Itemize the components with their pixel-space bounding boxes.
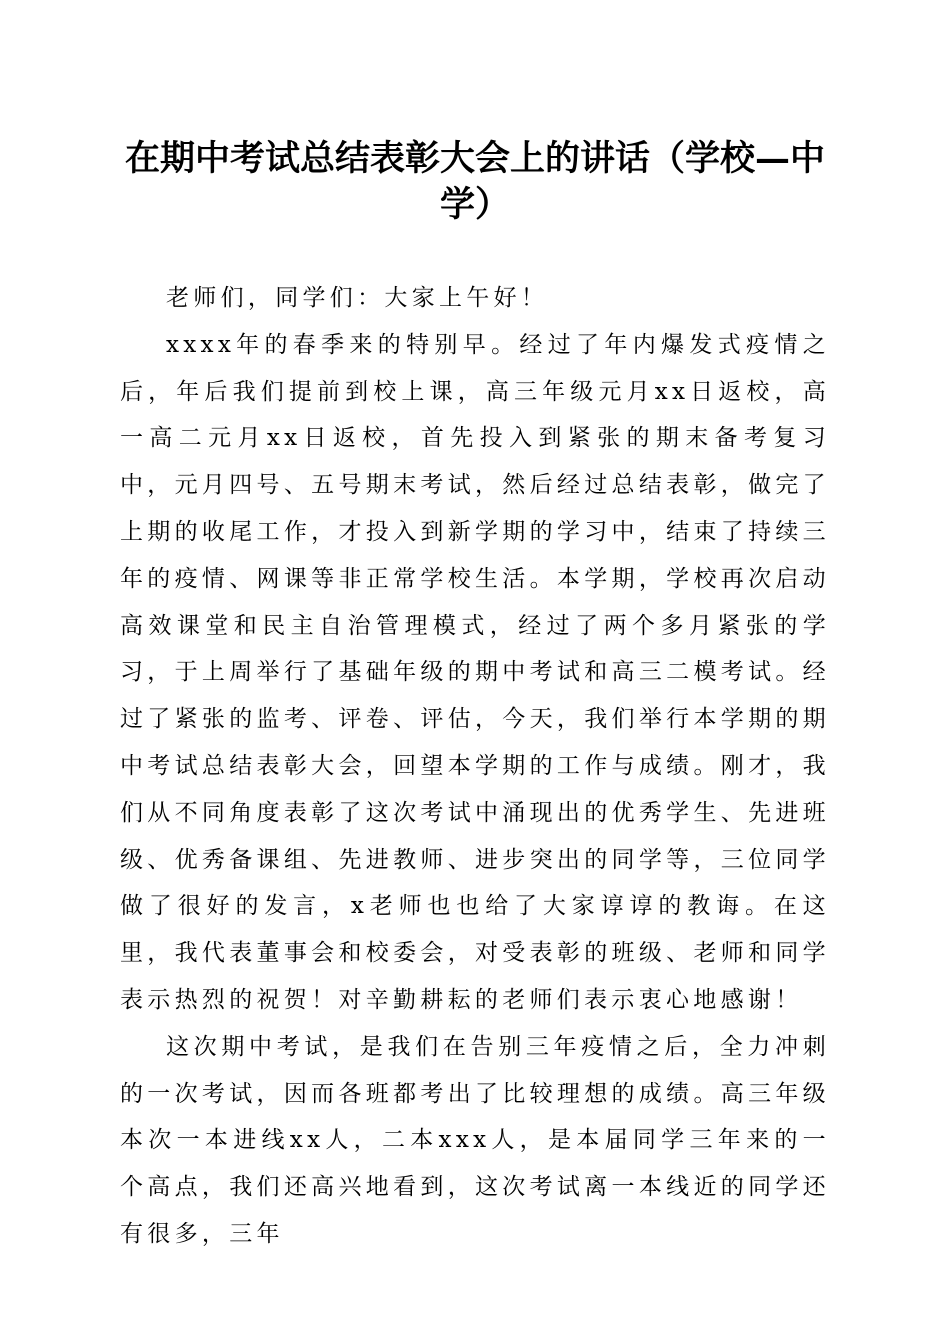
body-paragraph: 这次期中考试，是我们在告别三年疫情之后，全力冲刺的一次考试，因而各班都考出了比较理想的成绩。高三年级本次一本进线xx人，二本xxx人，是本届同学三年来的一个高点，我们还高兴地看到，这次考试离一本线近的同学还有很多，三年 [120,1033,830,1247]
document-title: 在期中考试总结表彰大会上的讲话（学校—中学） [124,138,825,225]
greeting-paragraph: 老师们，同学们：大家上午好！ [166,285,549,311]
body-paragraph: xxxx年的春季来的特别早。经过了年内爆发式疫情之后，年后我们提前到校上课，高三年级元月xx日返校，高一高二元月xx日返校，首先投入到紧张的期末备考复习中，元月四号、五号期末考试，然后经过总结表彰，做完了上期的收尾工作，才投入到新学期的学习中，结束了持续三年的疫情、网课等非正常学校生活。本学期，学校再次启动高效课堂和民主自治管理模式，经过了两个多月紧张的学习，于上周举行了基础年级的期中考试和高三二模考试。经过了紧张的监考、评卷、评估，今天，我们举行本学期的期中考试总结表彰大会，回望本学期的工作与成绩。刚才，我们从不同角度表彰了这次考试中涌现出的优秀学生、先进班级、优秀备课组、先进教师、进步突出的同学等，三位同学做了很好的发言，x老师也也给了大家谆谆的教诲。在这里，我代表董事会和校委会，对受表彰的班级、老师和同学表示热烈的祝贺！对辛勤耕耘的老师们表示衷心地感谢！ [120,331,830,1013]
document-body [120,275,830,1258]
